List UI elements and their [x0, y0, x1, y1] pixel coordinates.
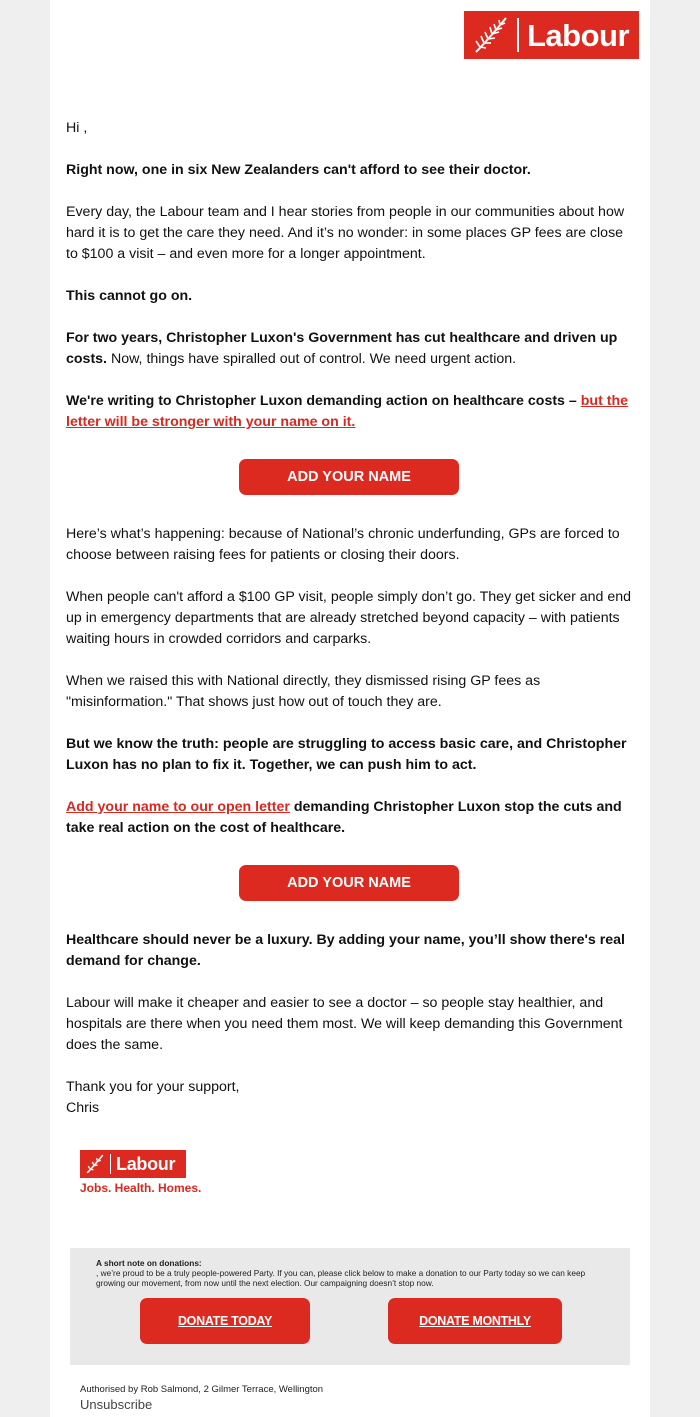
paragraph-11: Labour will make it cheaper and easier to see a doctor – so people stay healthier, and hospitals are there when you need them most. We will keep demanding this Government does the same. — [66, 995, 623, 1053]
paragraph-1: Every day, the Labour team and I hear stories from people in our communities about how hard it is to get the care they need. And it’s no wonder: in some places GP fees are close to $100 a visit – and even more for a longer appointment. — [66, 204, 625, 262]
paragraph-8: But we know the truth: people are struggling to access basic care, and Christopher Luxon has no plan to fix it. Together, we can push him to act. — [66, 736, 627, 773]
greeting: Hi , — [66, 120, 88, 136]
donate-monthly-button[interactable]: DONATE MONTHLY — [388, 1298, 562, 1344]
paragraph-3 — [66, 328, 632, 370]
labour-logo[interactable] — [464, 11, 639, 59]
cta-wrap-2 — [66, 865, 632, 901]
paragraph-4 — [66, 391, 632, 433]
paragraph-4-bold: We're writing to Christopher Luxon demanding action on healthcare costs – — [66, 393, 581, 409]
paragraph-6: When people can't afford a $100 GP visit, people simply don’t go. They get sicker and end up in emergency departments that are already stretched beyond capacity – with patients waiting hours in crowded corridors and carparks. — [66, 589, 632, 647]
paragraph-7: When we raised this with National directly, they dismissed rising GP fees as "misinformation." That shows just how out of touch they are. — [66, 673, 541, 710]
letter-link[interactable]: but the letter will be stronger with your name on it. — [66, 393, 629, 430]
signoff: Thank you for your support, — [66, 1079, 240, 1095]
signature: Chris — [66, 1100, 100, 1116]
open-letter-link[interactable]: Add your name to our open letter — [66, 799, 290, 815]
paragraph-3-bold: For two years, Christopher Luxon's Government has cut healthcare and driven up costs. — [66, 330, 618, 367]
cta-wrap-1 — [66, 459, 632, 495]
logo-wordmark: Labour — [527, 17, 630, 53]
donation-panel — [70, 1248, 630, 1365]
fern-icon — [83, 1152, 107, 1176]
donate-today-button[interactable]: DONATE TODAY — [140, 1298, 310, 1344]
paragraph-9-rest: demanding Christopher Luxon stop the cuts and take real action on the cost of healthcare. — [66, 799, 622, 836]
email-body — [66, 118, 632, 1140]
donation-text: , we’re proud to be a truly people-powered Party. If you can, please click below to make a donation to our Party today so we can keep growing our movement, from now until the next election. Our campaigning doesn’t stop now. — [96, 1268, 586, 1288]
donation-note — [96, 1258, 606, 1288]
paragraph-10: Healthcare should never be a luxury. By adding your name, you’ll show there's real demand for change. — [66, 932, 625, 969]
logo-divider — [517, 18, 519, 52]
add-your-name-button[interactable]: ADD YOUR NAME — [239, 459, 459, 495]
authorisation-statement: Authorised by Rob Salmond, 2 Gilmer Terrace, Wellington — [80, 1384, 324, 1395]
footer-logo-divider — [110, 1154, 111, 1174]
footer-logo[interactable] — [80, 1150, 201, 1195]
footer-tagline: Jobs. Health. Homes. — [80, 1181, 202, 1195]
fern-icon — [468, 12, 514, 58]
paragraph-2: This cannot go on. — [66, 288, 193, 304]
footer-logo-wordmark: Labour — [116, 1153, 176, 1174]
paragraph-5: Here’s what’s happening: because of National’s chronic underfunding, GPs are forced to choose between raising fees for patients or closing their doors. — [66, 526, 620, 563]
unsubscribe-link[interactable]: Unsubscribe — [80, 1397, 153, 1412]
donation-title: A short note on donations: — [96, 1258, 202, 1268]
add-your-name-button-2[interactable]: ADD YOUR NAME — [239, 865, 459, 901]
paragraph-9 — [66, 797, 632, 839]
headline: Right now, one in six New Zealanders can't afford to see their doctor. — [66, 162, 531, 178]
paragraph-3-rest: Now, things have spiralled out of control. We need urgent action. — [107, 351, 517, 367]
footer-logo-box — [80, 1150, 186, 1178]
